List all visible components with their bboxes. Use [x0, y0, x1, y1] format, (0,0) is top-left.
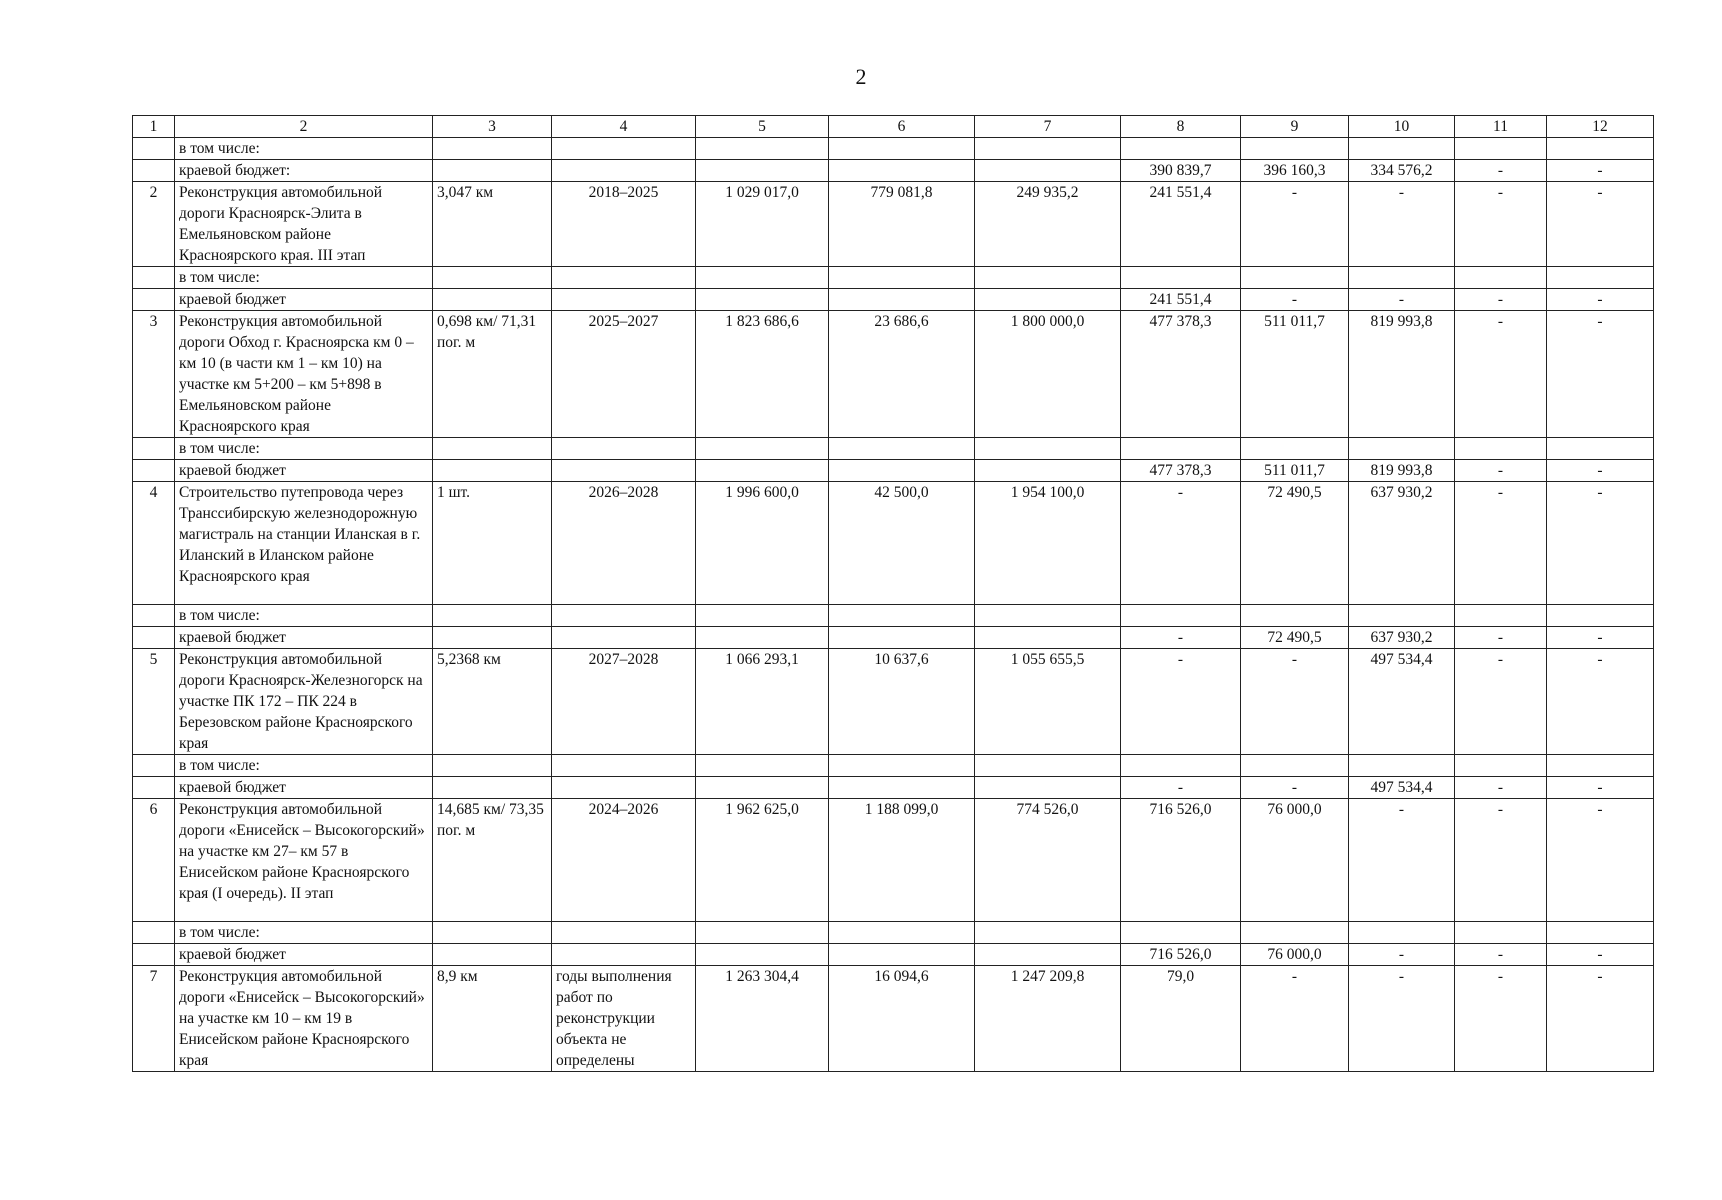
column-number-header: 6	[829, 116, 975, 138]
year-col10-cell	[1349, 267, 1455, 289]
year-col9-cell	[1241, 267, 1349, 289]
year-col10-cell: -	[1349, 799, 1455, 922]
period-cell	[552, 138, 696, 160]
period-cell	[552, 944, 696, 966]
year-col10-cell: 497 534,4	[1349, 777, 1455, 799]
year-col12-cell: -	[1547, 311, 1654, 438]
year-col12-cell: -	[1547, 160, 1654, 182]
year-col12-cell	[1547, 922, 1654, 944]
capacity-cell: 3,047 км	[433, 182, 552, 267]
year-col8-cell: 241 551,4	[1121, 289, 1241, 311]
year-col8-cell: -	[1121, 482, 1241, 605]
period-cell	[552, 627, 696, 649]
object-name-cell: в том числе:	[175, 605, 433, 627]
table-row-including	[133, 138, 1654, 160]
item-number-cell	[133, 289, 175, 311]
estimated-cost-cell	[696, 289, 829, 311]
estimated-cost-cell	[696, 605, 829, 627]
cost-col7-cell	[975, 777, 1121, 799]
cost-col7-cell	[975, 922, 1121, 944]
table-row-object	[133, 311, 1654, 438]
budget-table	[132, 115, 1654, 1072]
object-name-cell: краевой бюджет	[175, 944, 433, 966]
year-col10-cell: 819 993,8	[1349, 311, 1455, 438]
year-col10-cell: 334 576,2	[1349, 160, 1455, 182]
cost-col7-cell	[975, 605, 1121, 627]
table-row-regional-budget	[133, 627, 1654, 649]
cost-col6-cell: 1 188 099,0	[829, 799, 975, 922]
year-col8-cell: -	[1121, 627, 1241, 649]
cost-col6-cell	[829, 777, 975, 799]
estimated-cost-cell: 1 823 686,6	[696, 311, 829, 438]
period-cell	[552, 438, 696, 460]
cost-col6-cell	[829, 160, 975, 182]
capacity-cell: 0,698 км/ 71,31 пог. м	[433, 311, 552, 438]
table-row-including	[133, 755, 1654, 777]
table-row-including	[133, 267, 1654, 289]
year-col8-cell	[1121, 755, 1241, 777]
estimated-cost-cell	[696, 944, 829, 966]
capacity-cell	[433, 755, 552, 777]
object-name-cell: Реконструкция автомобильной дороги «Енисейск – Высокогорский» на участке км 10 – км 19 в Енисейском районе Красноярского края	[175, 966, 433, 1072]
table-row-object	[133, 482, 1654, 605]
capacity-cell	[433, 289, 552, 311]
period-cell	[552, 267, 696, 289]
period-cell	[552, 289, 696, 311]
year-col8-cell: 477 378,3	[1121, 460, 1241, 482]
year-col11-cell	[1455, 438, 1547, 460]
capacity-cell	[433, 605, 552, 627]
year-col10-cell	[1349, 438, 1455, 460]
year-col9-cell	[1241, 438, 1349, 460]
period-cell	[552, 777, 696, 799]
year-col8-cell	[1121, 922, 1241, 944]
year-col11-cell	[1455, 755, 1547, 777]
table-row-including	[133, 438, 1654, 460]
item-number-cell: 7	[133, 966, 175, 1072]
year-col12-cell: -	[1547, 649, 1654, 755]
year-col9-cell: 76 000,0	[1241, 799, 1349, 922]
cost-col6-cell	[829, 755, 975, 777]
object-name-cell: Реконструкция автомобильной дороги Обход г. Красноярска км 0 – км 10 (в части км 1 – км 10) на участке км 5+200 – км 5+898 в Емельяновском районе Красноярского края	[175, 311, 433, 438]
year-col9-cell: -	[1241, 182, 1349, 267]
year-col8-cell: -	[1121, 649, 1241, 755]
column-number-header: 2	[175, 116, 433, 138]
capacity-cell	[433, 777, 552, 799]
item-number-cell	[133, 944, 175, 966]
year-col9-cell	[1241, 922, 1349, 944]
table-row-regional-budget	[133, 460, 1654, 482]
estimated-cost-cell	[696, 138, 829, 160]
year-col12-cell: -	[1547, 482, 1654, 605]
period-cell	[552, 460, 696, 482]
year-col10-cell	[1349, 605, 1455, 627]
cost-col7-cell	[975, 944, 1121, 966]
year-col10-cell: 637 930,2	[1349, 627, 1455, 649]
object-name-cell: краевой бюджет	[175, 777, 433, 799]
item-number-cell: 5	[133, 649, 175, 755]
capacity-cell: 8,9 км	[433, 966, 552, 1072]
cost-col7-cell	[975, 460, 1121, 482]
item-number-cell: 4	[133, 482, 175, 605]
year-col12-cell: -	[1547, 289, 1654, 311]
year-col8-cell: 716 526,0	[1121, 799, 1241, 922]
item-number-cell	[133, 460, 175, 482]
year-col11-cell: -	[1455, 460, 1547, 482]
year-col12-cell: -	[1547, 182, 1654, 267]
estimated-cost-cell	[696, 777, 829, 799]
year-col9-cell: 72 490,5	[1241, 482, 1349, 605]
year-col9-cell: -	[1241, 966, 1349, 1072]
estimated-cost-cell: 1 962 625,0	[696, 799, 829, 922]
cost-col7-cell: 774 526,0	[975, 799, 1121, 922]
estimated-cost-cell	[696, 267, 829, 289]
year-col10-cell: 497 534,4	[1349, 649, 1455, 755]
table-row-object	[133, 799, 1654, 922]
column-number-header: 12	[1547, 116, 1654, 138]
year-col9-cell	[1241, 755, 1349, 777]
year-col8-cell: 241 551,4	[1121, 182, 1241, 267]
item-number-cell	[133, 777, 175, 799]
year-col9-cell: 76 000,0	[1241, 944, 1349, 966]
page-number: 2	[855, 64, 867, 89]
table-row-including	[133, 922, 1654, 944]
estimated-cost-cell: 1 996 600,0	[696, 482, 829, 605]
cost-col7-cell	[975, 627, 1121, 649]
object-name-cell: в том числе:	[175, 267, 433, 289]
cost-col6-cell: 23 686,6	[829, 311, 975, 438]
column-number-header: 1	[133, 116, 175, 138]
period-cell: 2025–2027	[552, 311, 696, 438]
year-col11-cell: -	[1455, 182, 1547, 267]
year-col12-cell: -	[1547, 777, 1654, 799]
object-name-cell: краевой бюджет	[175, 289, 433, 311]
item-number-cell: 6	[133, 799, 175, 922]
cost-col7-cell	[975, 289, 1121, 311]
item-number-cell	[133, 605, 175, 627]
year-col11-cell	[1455, 138, 1547, 160]
cost-col6-cell	[829, 922, 975, 944]
period-cell: 2026–2028	[552, 482, 696, 605]
cost-col7-cell	[975, 160, 1121, 182]
year-col8-cell: 390 839,7	[1121, 160, 1241, 182]
capacity-cell	[433, 922, 552, 944]
year-col9-cell	[1241, 138, 1349, 160]
item-number-cell	[133, 438, 175, 460]
year-col10-cell: 637 930,2	[1349, 482, 1455, 605]
estimated-cost-cell: 1 066 293,1	[696, 649, 829, 755]
capacity-cell	[433, 460, 552, 482]
period-cell: годы выполнения работ по реконструкции объекта не определены	[552, 966, 696, 1072]
estimated-cost-cell	[696, 755, 829, 777]
estimated-cost-cell	[696, 627, 829, 649]
cost-col6-cell	[829, 267, 975, 289]
estimated-cost-cell	[696, 922, 829, 944]
object-name-cell: в том числе:	[175, 922, 433, 944]
object-name-cell: в том числе:	[175, 438, 433, 460]
column-number-header: 7	[975, 116, 1121, 138]
year-col8-cell	[1121, 605, 1241, 627]
period-cell: 2027–2028	[552, 649, 696, 755]
year-col9-cell	[1241, 605, 1349, 627]
column-number-header: 5	[696, 116, 829, 138]
capacity-cell: 14,685 км/ 73,35 пог. м	[433, 799, 552, 922]
cost-col6-cell: 779 081,8	[829, 182, 975, 267]
column-number-header: 10	[1349, 116, 1455, 138]
period-cell: 2024–2026	[552, 799, 696, 922]
capacity-cell	[433, 160, 552, 182]
item-number-cell	[133, 627, 175, 649]
cost-col7-cell: 1 954 100,0	[975, 482, 1121, 605]
year-col8-cell	[1121, 138, 1241, 160]
cost-col6-cell: 16 094,6	[829, 966, 975, 1072]
cost-col6-cell	[829, 138, 975, 160]
table-row-object	[133, 966, 1654, 1072]
year-col10-cell: -	[1349, 289, 1455, 311]
year-col10-cell: 819 993,8	[1349, 460, 1455, 482]
year-col11-cell: -	[1455, 289, 1547, 311]
year-col9-cell: -	[1241, 289, 1349, 311]
item-number-cell: 2	[133, 182, 175, 267]
year-col9-cell: -	[1241, 649, 1349, 755]
year-col9-cell: -	[1241, 777, 1349, 799]
capacity-cell	[433, 944, 552, 966]
year-col11-cell: -	[1455, 160, 1547, 182]
year-col11-cell: -	[1455, 649, 1547, 755]
year-col9-cell: 511 011,7	[1241, 460, 1349, 482]
cost-col6-cell	[829, 460, 975, 482]
period-cell	[552, 605, 696, 627]
estimated-cost-cell	[696, 460, 829, 482]
cost-col7-cell	[975, 138, 1121, 160]
column-number-row	[133, 116, 1654, 138]
column-number-header: 4	[552, 116, 696, 138]
year-col12-cell	[1547, 605, 1654, 627]
year-col12-cell: -	[1547, 966, 1654, 1072]
table-row-including	[133, 605, 1654, 627]
object-name-cell: в том числе:	[175, 138, 433, 160]
cost-col6-cell	[829, 627, 975, 649]
estimated-cost-cell: 1 029 017,0	[696, 182, 829, 267]
estimated-cost-cell	[696, 438, 829, 460]
cost-col7-cell	[975, 438, 1121, 460]
estimated-cost-cell	[696, 160, 829, 182]
cost-col7-cell	[975, 755, 1121, 777]
period-cell	[552, 755, 696, 777]
year-col10-cell	[1349, 755, 1455, 777]
year-col8-cell	[1121, 267, 1241, 289]
capacity-cell	[433, 438, 552, 460]
table-row-object	[133, 649, 1654, 755]
year-col8-cell: 716 526,0	[1121, 944, 1241, 966]
year-col11-cell: -	[1455, 311, 1547, 438]
year-col11-cell	[1455, 922, 1547, 944]
year-col12-cell: -	[1547, 460, 1654, 482]
year-col10-cell: -	[1349, 944, 1455, 966]
object-name-cell: Реконструкция автомобильной дороги Красноярск-Железногорск на участке ПК 172 – ПК 224 в Березовском районе Красноярского края	[175, 649, 433, 755]
cost-col7-cell: 1 800 000,0	[975, 311, 1121, 438]
period-cell: 2018–2025	[552, 182, 696, 267]
column-number-header: 8	[1121, 116, 1241, 138]
year-col9-cell: 396 160,3	[1241, 160, 1349, 182]
year-col10-cell: -	[1349, 966, 1455, 1072]
object-name-cell: в том числе:	[175, 755, 433, 777]
item-number-cell	[133, 267, 175, 289]
year-col11-cell	[1455, 267, 1547, 289]
object-name-cell: краевой бюджет:	[175, 160, 433, 182]
item-number-cell	[133, 138, 175, 160]
year-col9-cell: 72 490,5	[1241, 627, 1349, 649]
capacity-cell: 1 шт.	[433, 482, 552, 605]
year-col11-cell: -	[1455, 777, 1547, 799]
object-name-cell: краевой бюджет	[175, 460, 433, 482]
year-col11-cell: -	[1455, 944, 1547, 966]
cost-col6-cell	[829, 289, 975, 311]
table-row-regional-budget	[133, 160, 1654, 182]
year-col11-cell	[1455, 605, 1547, 627]
period-cell	[552, 160, 696, 182]
table-row-regional-budget	[133, 944, 1654, 966]
object-name-cell: Реконструкция автомобильной дороги «Енисейск – Высокогорский» на участке км 27– км 57 в Енисейском районе Красноярского края (I очередь). II этап	[175, 799, 433, 922]
column-number-header: 11	[1455, 116, 1547, 138]
cost-col6-cell: 10 637,6	[829, 649, 975, 755]
year-col10-cell	[1349, 138, 1455, 160]
item-number-cell	[133, 755, 175, 777]
cost-col6-cell	[829, 944, 975, 966]
year-col8-cell: 477 378,3	[1121, 311, 1241, 438]
object-name-cell: краевой бюджет	[175, 627, 433, 649]
capacity-cell	[433, 627, 552, 649]
cost-col7-cell	[975, 267, 1121, 289]
cost-col6-cell: 42 500,0	[829, 482, 975, 605]
year-col12-cell	[1547, 267, 1654, 289]
year-col8-cell	[1121, 438, 1241, 460]
period-cell	[552, 922, 696, 944]
cost-col7-cell: 249 935,2	[975, 182, 1121, 267]
item-number-cell	[133, 922, 175, 944]
cost-col6-cell	[829, 438, 975, 460]
column-number-header: 9	[1241, 116, 1349, 138]
estimated-cost-cell: 1 263 304,4	[696, 966, 829, 1072]
object-name-cell: Строительство путепровода через Транссибирскую железнодорожную магистраль на станции Иланская в г. Иланский в Иланском районе Красноярского края	[175, 482, 433, 605]
table-row-regional-budget	[133, 777, 1654, 799]
year-col12-cell	[1547, 755, 1654, 777]
year-col9-cell: 511 011,7	[1241, 311, 1349, 438]
year-col11-cell: -	[1455, 627, 1547, 649]
cost-col6-cell	[829, 605, 975, 627]
year-col12-cell: -	[1547, 627, 1654, 649]
year-col12-cell: -	[1547, 799, 1654, 922]
item-number-cell: 3	[133, 311, 175, 438]
year-col11-cell: -	[1455, 799, 1547, 922]
year-col8-cell: -	[1121, 777, 1241, 799]
table-row-object	[133, 182, 1654, 267]
year-col12-cell	[1547, 138, 1654, 160]
year-col11-cell: -	[1455, 482, 1547, 605]
cost-col7-cell: 1 055 655,5	[975, 649, 1121, 755]
capacity-cell	[433, 267, 552, 289]
year-col10-cell	[1349, 922, 1455, 944]
year-col8-cell: 79,0	[1121, 966, 1241, 1072]
object-name-cell: Реконструкция автомобильной дороги Красноярск-Элита в Емельяновском районе Красноярского края. III этап	[175, 182, 433, 267]
year-col10-cell: -	[1349, 182, 1455, 267]
cost-col7-cell: 1 247 209,8	[975, 966, 1121, 1072]
year-col12-cell: -	[1547, 944, 1654, 966]
capacity-cell	[433, 138, 552, 160]
item-number-cell	[133, 160, 175, 182]
year-col11-cell: -	[1455, 966, 1547, 1072]
table-body	[133, 116, 1654, 1072]
column-number-header: 3	[433, 116, 552, 138]
table-row-regional-budget	[133, 289, 1654, 311]
capacity-cell: 5,2368 км	[433, 649, 552, 755]
year-col12-cell	[1547, 438, 1654, 460]
